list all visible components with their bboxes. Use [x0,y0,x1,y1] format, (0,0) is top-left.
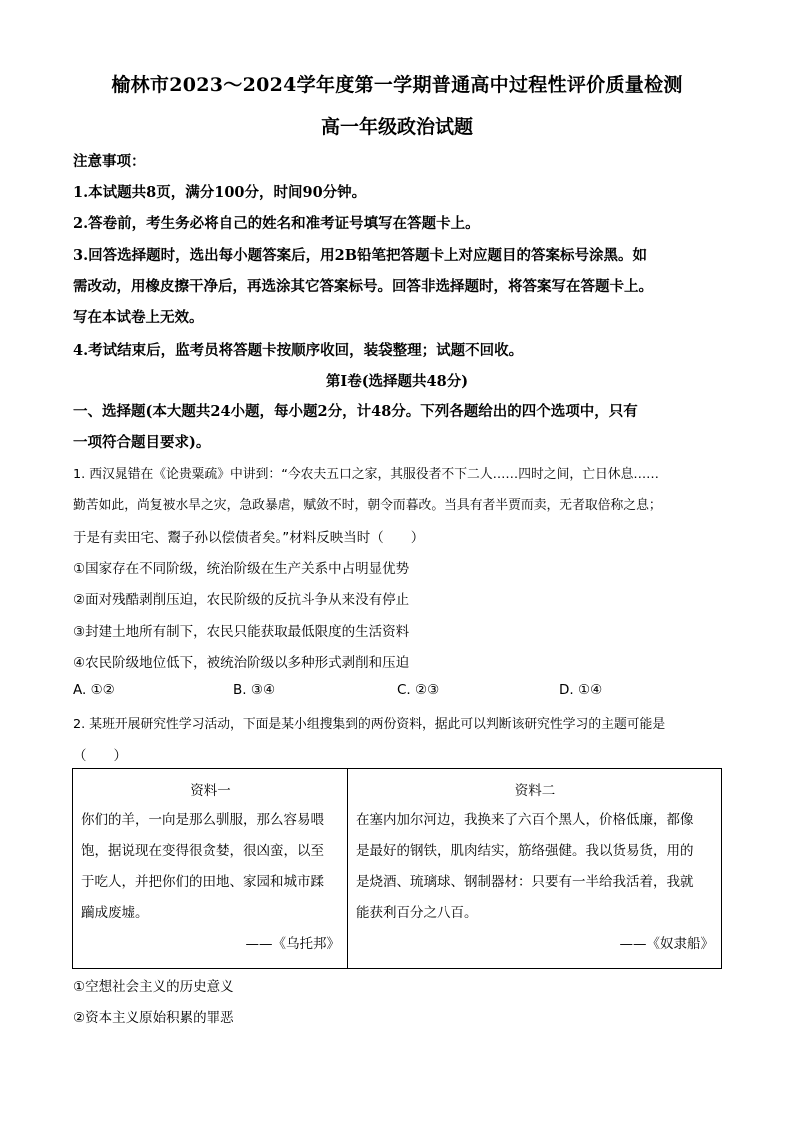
q2-stem-line: 2. 某班开展研究性学习活动，下面是某小组搜集到的两份资料，据此可以判断该研究性学习的主题可能是 [73,717,666,732]
notice-line: 1.本试题共8页，满分100分，时间90分钟。 [73,184,367,201]
material-one-line: 饱，据说现在变得很贪婪，很凶蛮，以至 [81,843,324,859]
q1-statement: ②面对残酷剥削压迫，农民阶级的反抗斗争从来没有停止 [73,592,410,608]
q1-option-b: B. ③④ [233,682,276,698]
material-one-line: 于吃人，并把你们的田地、家园和城市蹂 [81,874,324,890]
notice-heading: 注意事项： [73,153,146,170]
q2-statement: ①空想社会主义的历史意义 [73,979,234,995]
notice-line: 4.考试结束后，监考员将答题卡按顺序收回，装袋整理；试题不回收。 [73,342,524,359]
material-one-cell [73,769,348,969]
section-title: 第Ⅰ卷(选择题共48分) [325,373,469,390]
q1-option-a: A. ①② [73,682,115,698]
q2-materials-table [72,768,722,969]
material-one-title: 资料一 [190,783,231,799]
material-two-line: 能获利百分之八百。 [356,905,478,921]
q1-statement: ③封建土地所有制下，农民只能获取最低限度的生活资料 [73,624,410,640]
material-two-title: 资料二 [514,783,556,799]
notice-line: 需改动，用橡皮擦干净后，再选涂其它答案标号。回答非选择题时，将答案写在答题卡上。 [73,278,653,295]
q1-stem-line: 1. 西汉晁错在《论贵粟疏》中讲到：“今农夫五口之家，其服役者不下二人……四时之间，亡日休息…… [73,467,659,482]
section-instruction: 一项符合题目要求)。 [73,434,211,451]
q1-statement: ①国家存在不同阶级，统治阶级在生产关系中占明显优势 [73,561,410,577]
material-two-line: 在塞内加尔河边，我换来了六百个黑人，价格低廉，都像 [356,812,694,828]
q1-statement: ④农民阶级地位低下，被统治阶级以多种形式剥削和压迫 [73,655,410,671]
q1-option-c: C. ②③ [397,682,440,698]
material-two-line: 是烧酒、琉璃球、钢制器材：只要有一半给我活着，我就 [356,874,694,890]
material-one-line: 躏成废墟。 [81,905,149,921]
material-one-source: ——《乌托邦》 [245,936,340,952]
q2-stem-line: （ ） [73,748,127,764]
notice-line: 写在本试卷上无效。 [73,309,204,326]
material-two-cell [348,769,722,969]
material-two-source: ——《奴隶船》 [619,936,714,952]
exam-title: 榆林市2023～2024学年度第一学期普通高中过程性评价质量检测 [111,74,683,96]
q2-statement: ②资本主义原始积累的罪恶 [73,1010,234,1026]
material-one-line: 你们的羊，一向是那么驯服，那么容易喂 [81,812,324,828]
exam-subtitle: 高一年级政治试题 [320,116,473,138]
q1-stem-line: 于是有卖田宅、鬻子孙以偿债者矣。”材料反映当时（ ） [73,530,425,546]
q1-option-d: D. ①④ [559,682,603,698]
notice-line: 2.答卷前，考生务必将自己的姓名和准考证号填写在答题卡上。 [73,215,480,232]
material-two-line: 是最好的钢铁，肌肉结实，筋络强健。我以货易货，用的 [356,843,694,859]
section-instruction: 一、选择题(本大题共24小题，每小题2分，计48分。下列各题给出的四个选项中，只有 [73,403,638,420]
q1-stem-line: 勤苦如此，尚复被水旱之灾，急政暴虐，赋敛不时，朝令而暮改。当具有者半贾而卖，无者取倍称之息； [73,498,662,513]
notice-line: 3.回答选择题时，选出每小题答案后，用2B铅笔把答题卡上对应题目的答案标号涂黑。如 [73,247,647,264]
